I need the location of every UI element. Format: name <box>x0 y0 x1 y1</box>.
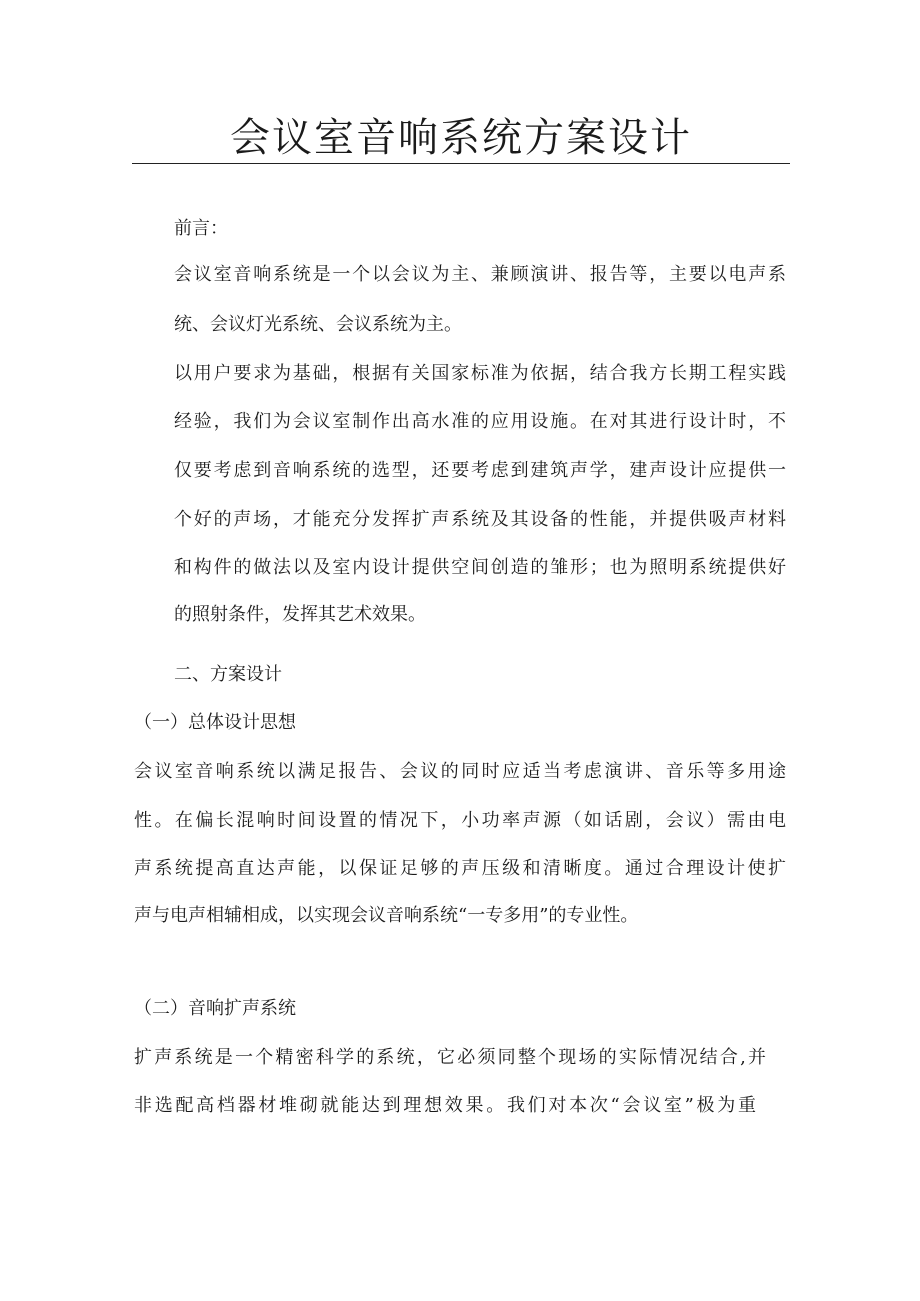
basis-line-3: 仅要考虑到音响系统的选型，还要考虑到建筑声学，建声设计应提供一 <box>174 460 786 481</box>
basis-line-5: 和构件的做法以及室内设计提供空间创造的雏形；也为照明系统提供好 <box>174 557 786 578</box>
subsection-1-line-1: 会议室音响系统以满足报告、会议的同时应适当考虑演讲、音乐等多用途 <box>134 761 786 782</box>
intro-line-1: 会议室音响系统是一个以会议为主、兼顾演讲、报告等，主要以电声系 <box>174 264 786 285</box>
subsection-1-line-2: 性。在偏长混响时间设置的情况下，小功率声源（如话剧，会议）需由电 <box>134 810 786 831</box>
preface-label: 前言： <box>174 218 228 239</box>
subsection-2-line-1: 扩声系统是一个精密科学的系统，它必须同整个现场的实际情况结合,并 <box>134 1047 766 1068</box>
subsection-1-line-4: 声与电声相辅相成，以实现会议音响系统“一专多用”的专业性。 <box>134 905 639 926</box>
subsection-1-line-3: 声系统提高直达声能，以保证足够的声压级和清晰度。通过合理设计使扩 <box>134 858 786 879</box>
basis-line-1: 以用户要求为基础，根据有关国家标准为依据，结合我方长期工程实践 <box>174 363 786 384</box>
title-underline <box>132 163 790 164</box>
basis-line-2: 经验，我们为会议室制作出高水准的应用设施。在对其进行设计时，不 <box>174 411 786 432</box>
document-title: 会议室音响系统方案设计 <box>230 115 692 161</box>
basis-line-6: 的照射条件，发挥其艺术效果。 <box>174 604 426 625</box>
subsection-2-heading: （二）音响扩声系统 <box>134 998 296 1019</box>
basis-line-4: 个好的声场，才能充分发挥扩声系统及其设备的性能，并提供吸声材料 <box>174 509 786 530</box>
subsection-2-line-2: 非选配高档器材堆砌就能达到理想效果。我们对本次“会议室”极为重 <box>134 1095 756 1116</box>
subsection-1-heading: （一）总体设计思想 <box>134 712 296 733</box>
section-2-heading: 二、方案设计 <box>174 664 282 685</box>
intro-line-2: 统、会议灯光系统、会议系统为主。 <box>174 314 462 335</box>
